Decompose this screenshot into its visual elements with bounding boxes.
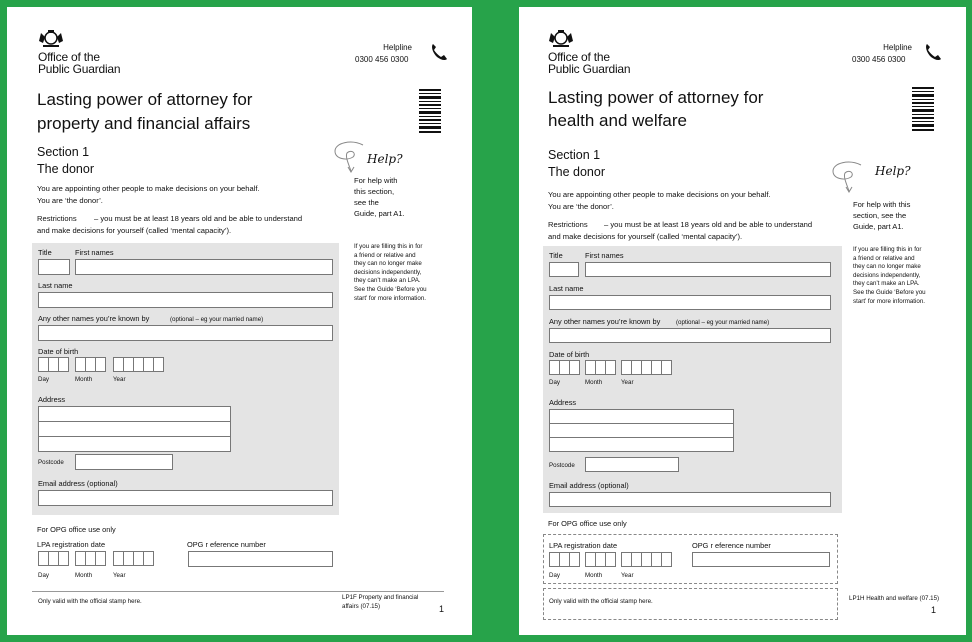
opg-reference-input[interactable]	[692, 552, 830, 567]
stamp-note: Only valid with the official stamp here.	[38, 598, 142, 605]
dob-label: Date of birth	[549, 350, 590, 359]
org-name-line1: Office of the	[38, 50, 100, 64]
first-names-label: First names	[585, 251, 624, 260]
section-number: Section 1	[548, 148, 601, 162]
address-line3-input[interactable]	[38, 436, 231, 452]
filling-note	[354, 243, 427, 303]
postcode-input[interactable]	[75, 454, 173, 470]
filling-line: they can’t make an LPA.	[354, 277, 421, 285]
form-page-health-welfare	[519, 7, 966, 635]
postcode-input[interactable]	[585, 457, 679, 472]
dob-month-label: Month	[585, 379, 603, 386]
restrictions-text1: – you must be at least 18 years old and be able to understand	[604, 220, 813, 229]
filling-line: See the Guide ‘Before you	[853, 288, 926, 296]
form-title-line2: property and financial affairs	[37, 114, 251, 133]
email-input[interactable]	[38, 490, 333, 506]
address-line1-input[interactable]	[38, 406, 231, 422]
lpa-year-input[interactable]	[113, 551, 153, 566]
lpa-day-label: Day	[38, 572, 50, 579]
help-arrow-icon	[829, 155, 879, 195]
intro-line1: You are appointing other people to make decisions on your behalf.	[548, 190, 771, 199]
email-label: Email address (optional)	[38, 479, 118, 488]
dob-month-input[interactable]	[585, 360, 615, 375]
other-names-input[interactable]	[549, 328, 831, 343]
footer-divider	[32, 591, 444, 592]
address-label: Address	[38, 395, 66, 404]
dob-year-input[interactable]	[113, 357, 163, 372]
email-label: Email address (optional)	[549, 481, 629, 490]
filling-line: If you are filling this in for	[853, 246, 922, 253]
last-name-label: Last name	[549, 284, 584, 293]
opg-reference-label: OPG r eference number	[692, 541, 771, 550]
lpa-month-label: Month	[75, 572, 93, 579]
form-code-line1: LP1F Property and financial	[342, 594, 419, 601]
filling-line: If you are filling this in for	[354, 243, 423, 250]
intro-line1: You are appointing other people to make decisions on your behalf.	[37, 184, 260, 193]
address-line1-input[interactable]	[549, 409, 734, 424]
filling-line: start’ for more information.	[354, 294, 426, 302]
form-title-line1: Lasting power of attorney for	[548, 88, 764, 107]
barcode-icon	[912, 87, 934, 131]
postcode-label: Postcode	[549, 462, 575, 469]
restrictions-text2: and make decisions for yourself (called ‘mental capacity’).	[37, 226, 232, 235]
last-name-label: Last name	[38, 281, 73, 290]
lpa-month-input[interactable]	[585, 552, 615, 567]
filling-line: a friend or relative and	[354, 251, 416, 259]
other-names-label: Any other names you’re known by	[38, 314, 150, 323]
intro-line2: You are ‘the donor’.	[548, 202, 614, 211]
address-line3-input[interactable]	[549, 437, 734, 452]
phone-icon	[923, 42, 943, 62]
lpa-date-label: LPA registration date	[549, 541, 618, 550]
lpa-date-label: LPA registration date	[37, 540, 106, 549]
first-names-input[interactable]	[75, 259, 333, 275]
helpline-label: Helpline	[383, 43, 412, 52]
crest-icon	[37, 29, 65, 49]
help-line: see the	[354, 198, 379, 207]
form-title-line1: Lasting power of attorney for	[37, 90, 253, 109]
org-name-line1: Office of the	[548, 50, 610, 64]
restrictions-label: Restrictions	[548, 220, 588, 229]
filling-line: they can no longer make	[853, 263, 921, 271]
help-line: For help with this	[853, 200, 911, 209]
filling-line: they can’t make an LPA.	[853, 280, 920, 288]
opg-heading: For OPG office use only	[548, 519, 627, 528]
lpa-year-input[interactable]	[621, 552, 671, 567]
opg-reference-input[interactable]	[188, 551, 333, 567]
help-line: Guide, part A1.	[354, 209, 405, 218]
dob-month-input[interactable]	[75, 357, 105, 372]
dob-day-input[interactable]	[549, 360, 579, 375]
org-name-line2: Public Guardian	[548, 62, 631, 76]
filling-line: See the Guide ‘Before you	[354, 285, 427, 293]
first-names-label: First names	[75, 248, 114, 257]
restrictions-label: Restrictions	[37, 214, 77, 223]
help-line: Guide, part A1.	[853, 222, 904, 231]
title-input[interactable]	[549, 262, 579, 277]
helpline-number: 0300 456 0300	[852, 55, 906, 64]
lpa-month-input[interactable]	[75, 551, 105, 566]
filling-note	[853, 246, 926, 306]
filling-line: they can no longer make	[354, 260, 422, 268]
help-line: For help with	[354, 176, 398, 185]
help-line: section, see the	[853, 211, 907, 220]
dob-day-label: Day	[549, 379, 561, 386]
lpa-year-label: Year	[621, 572, 634, 579]
other-names-label: Any other names you’re known by	[549, 317, 661, 326]
help-heading: Help?	[367, 152, 403, 166]
form-code-line1: LP1H Health and welfare (07.15)	[849, 595, 940, 602]
title-label: Title	[549, 251, 563, 260]
section-title: The donor	[37, 162, 94, 176]
dob-year-input[interactable]	[621, 360, 671, 375]
other-names-hint: (optional – eg your married name)	[676, 319, 770, 326]
lpa-day-input[interactable]	[549, 552, 579, 567]
filling-line: decisions independently,	[354, 268, 422, 276]
filling-line: start’ for more information.	[853, 297, 925, 305]
dob-year-label: Year	[621, 379, 634, 386]
dob-label: Date of birth	[38, 347, 79, 356]
org-name-line2: Public Guardian	[38, 62, 121, 76]
last-name-input[interactable]	[38, 292, 333, 308]
address-label: Address	[549, 398, 577, 407]
barcode-icon	[419, 89, 441, 133]
help-text	[853, 199, 910, 232]
helpline-label: Helpline	[883, 43, 912, 52]
form-page-property-financial	[7, 7, 472, 635]
filling-line: decisions independently,	[853, 271, 921, 279]
help-line: this section,	[354, 187, 395, 196]
donor-details-panel	[543, 246, 842, 513]
phone-icon	[429, 42, 449, 62]
dob-year-label: Year	[113, 376, 126, 383]
title-label: Title	[38, 248, 52, 257]
page-number: 1	[931, 605, 937, 615]
other-names-hint: (optional – eg your married name)	[170, 316, 264, 323]
restrictions-text1: – you must be at least 18 years old and be able to understand	[94, 214, 303, 223]
other-names-input[interactable]	[38, 325, 333, 341]
filling-line: a friend or relative and	[853, 254, 915, 262]
restrictions-text2: and make decisions for yourself (called ‘mental capacity’).	[548, 232, 743, 241]
page-number: 1	[439, 604, 445, 614]
helpline-number: 0300 456 0300	[355, 55, 409, 64]
lpa-day-input[interactable]	[38, 551, 68, 566]
last-name-input[interactable]	[549, 295, 831, 310]
crest-icon	[547, 29, 575, 49]
help-heading: Help?	[875, 164, 911, 178]
lpa-year-label: Year	[113, 572, 126, 579]
donor-details-panel	[32, 243, 339, 515]
postcode-label: Postcode	[38, 459, 64, 466]
section-title: The donor	[548, 165, 605, 179]
opg-heading: For OPG office use only	[37, 525, 116, 534]
dob-month-label: Month	[75, 376, 93, 383]
help-text	[354, 175, 405, 219]
email-input[interactable]	[549, 492, 831, 507]
lpa-month-label: Month	[585, 572, 603, 579]
form-title-line2: health and welfare	[548, 111, 687, 130]
title-input[interactable]	[38, 259, 70, 275]
section-number: Section 1	[37, 145, 90, 159]
intro-line2: You are ‘the donor’.	[37, 196, 103, 205]
address-line2-input[interactable]	[549, 423, 734, 438]
lpa-day-label: Day	[549, 572, 561, 579]
address-line2-input[interactable]	[38, 421, 231, 437]
dob-day-label: Day	[38, 376, 50, 383]
opg-reference-label: OPG r eference number	[187, 540, 266, 549]
dob-day-input[interactable]	[38, 357, 68, 372]
first-names-input[interactable]	[585, 262, 831, 277]
stamp-note: Only valid with the official stamp here.	[549, 598, 653, 605]
form-code-line2: affairs (07.15)	[342, 603, 381, 610]
